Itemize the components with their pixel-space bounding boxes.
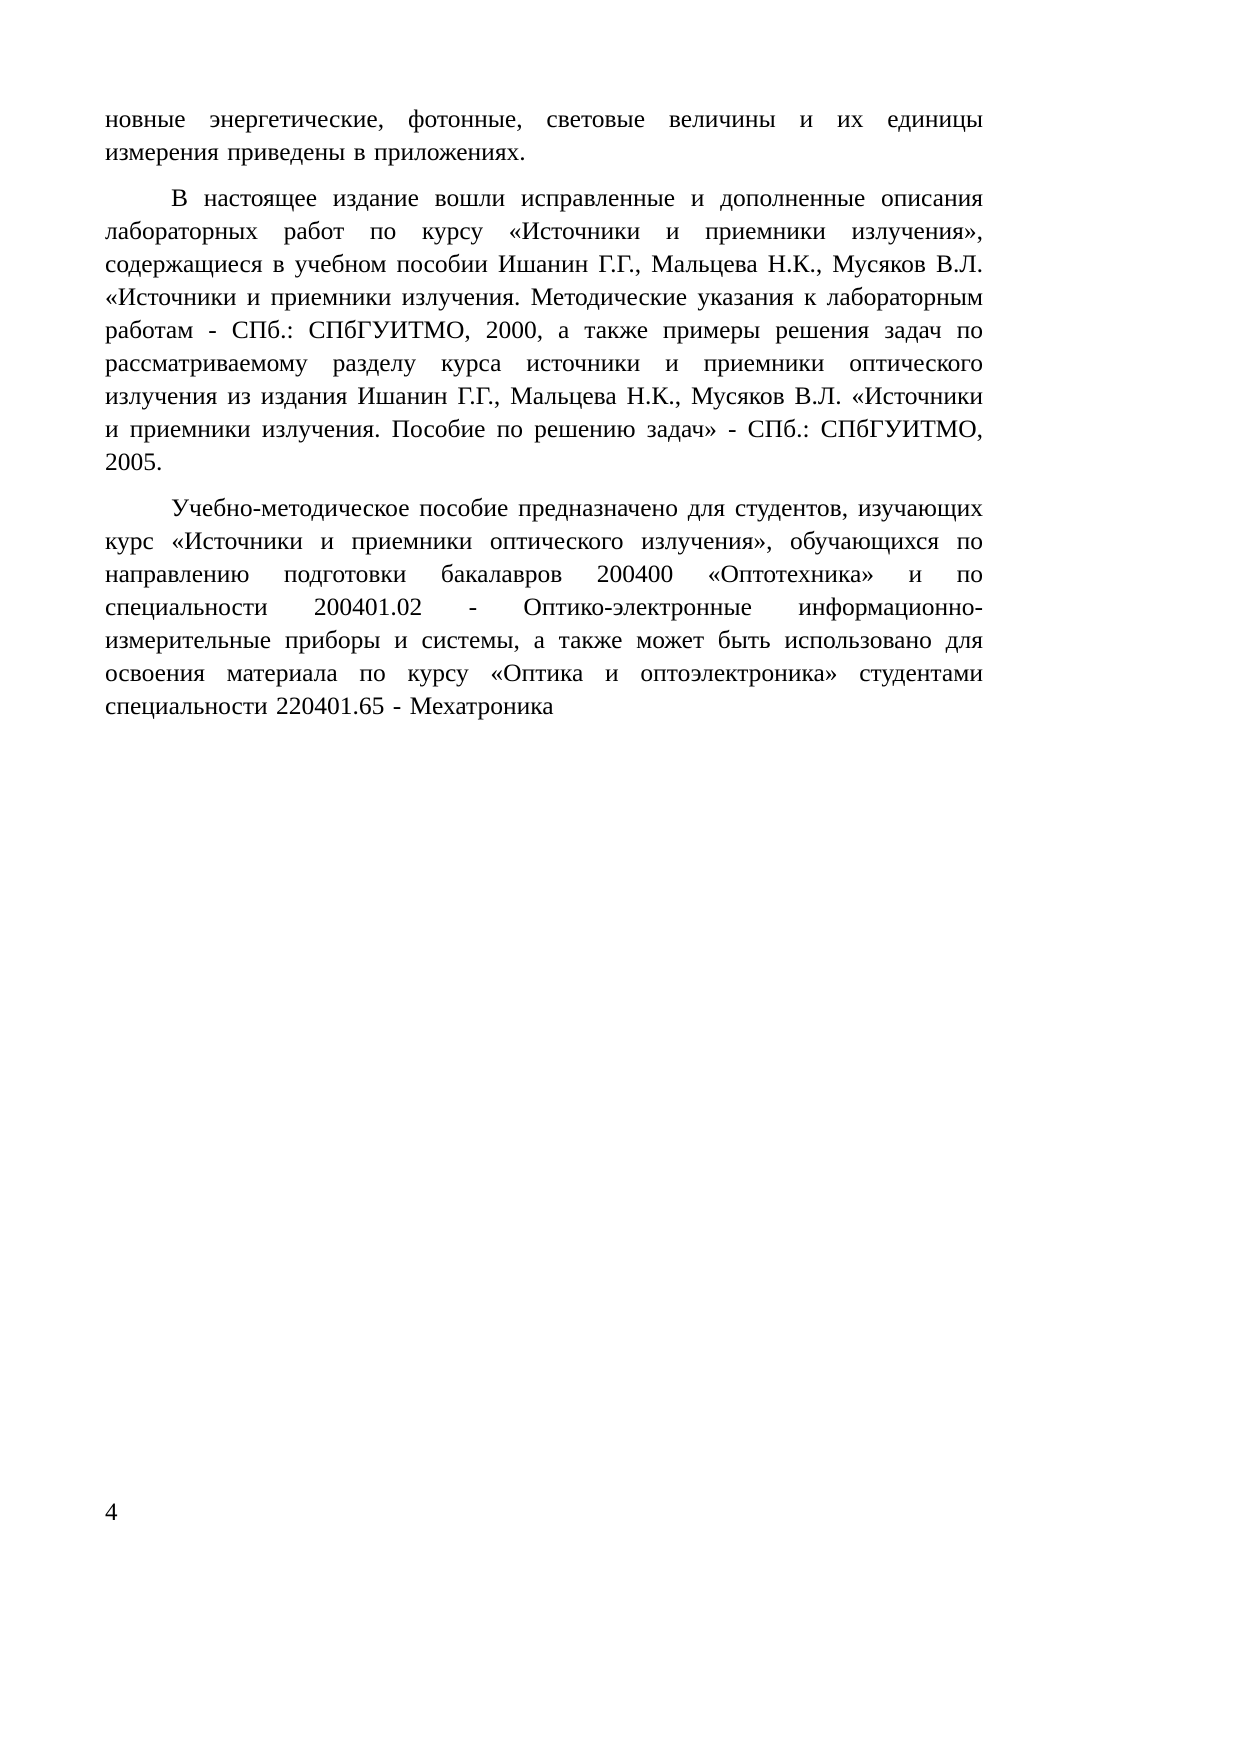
paragraph-continuation: новные энергетические, фотонные, световые величины и их единицы измерения приведены в приложениях. bbox=[105, 104, 983, 166]
paragraph-audience-description: Учебно-методическое пособие предназначено для студентов, изучающих курс «Источники и приемники оптического излучения», обучающихся по направлению подготовки бакалавров 200400 «Оптотехника» и по специальности 200401.02 - Оптико-электронные информационно-измерительные приборы и системы, а также может быть использовано для освоения материала по курсу «Оптика и оптоэлектроника» студентами специальности 220401.65 - Мехатроника bbox=[105, 493, 983, 720]
text-block bbox=[105, 102, 983, 722]
paragraph-edition-description: В настоящее издание вошли исправленные и дополненные описания лабораторных работ по курсу «Источники и приемники излучения», содержащиеся в учебном пособии Ишанин Г.Г., Мальцева Н.К., Мусяков В.Л. «Источники и приемники излучения. Методические указания к лабораторным работам - СПб.: СПбГУИТМО, 2000, а также примеры решения задач по рассматриваемому разделу курса источники и приемники оптического излучения из издания Ишанин Г.Г., Мальцева Н.К., Мусяков В.Л. «Источники и приемники излучения. Пособие по решению задач» - СПб.: СПбГУИТМО, 2005. bbox=[105, 183, 983, 476]
page-number: 4 bbox=[105, 1499, 118, 1526]
